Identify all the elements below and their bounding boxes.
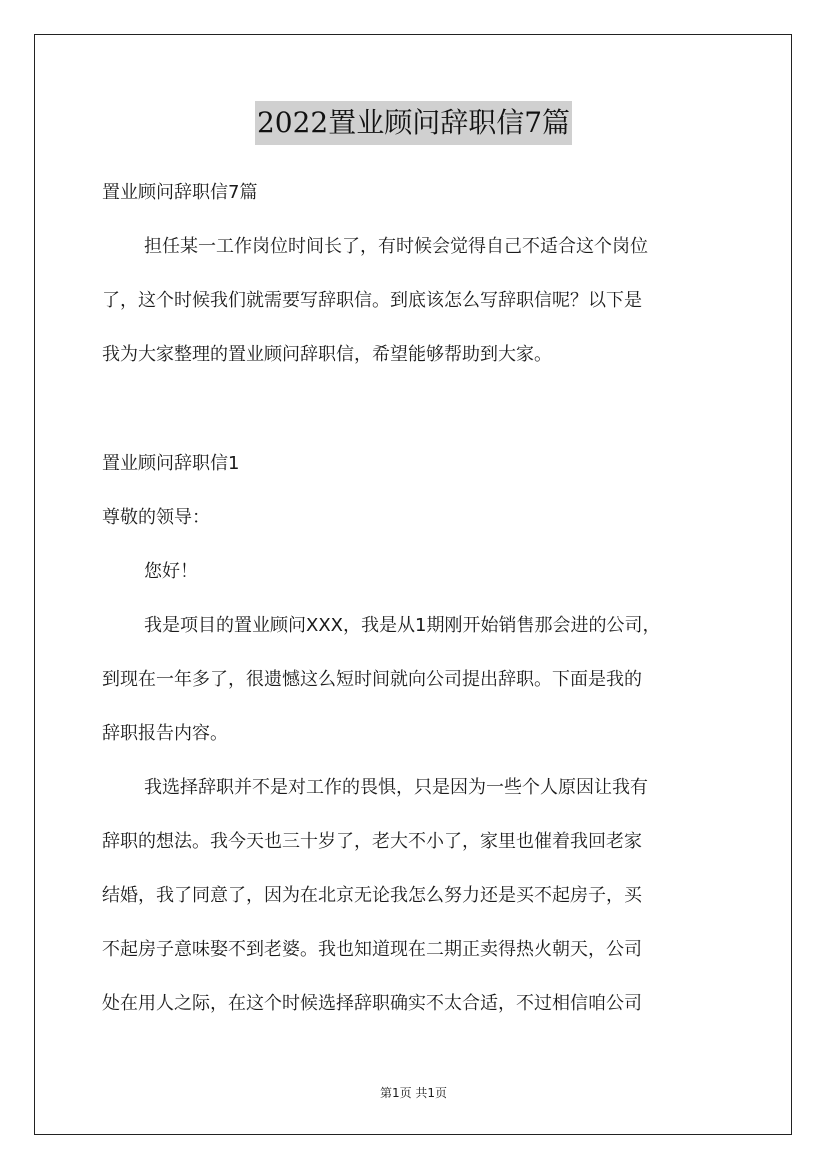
- page-footer: 第1页 共1页: [379, 1086, 448, 1100]
- paragraph-line: 结婚，我了同意了，因为在北京无论我怎么努力还是买不起房子，买: [102, 885, 642, 906]
- salutation: 尊敬的领导：: [102, 507, 210, 528]
- paragraph-line: 辞职报告内容。: [102, 723, 228, 744]
- letter-heading: 置业顾问辞职信1: [102, 453, 240, 474]
- intro-line: 担任某一工作岗位时间长了，有时候会觉得自己不适合这个岗位: [144, 236, 648, 257]
- paragraph-line: 处在用人之际，在这个时候选择辞职确实不太合适，不过相信咱公司: [102, 993, 642, 1014]
- title-container: [0, 101, 827, 145]
- paragraph-line: 我选择辞职并不是对工作的畏惧，只是因为一些个人原因让我有: [144, 777, 648, 798]
- paragraph-line: 辞职的想法。我今天也三十岁了，老大不小了，家里也催着我回老家: [102, 831, 642, 852]
- paragraph-line: 不起房子意味娶不到老婆。我也知道现在二期正卖得热火朝天，公司: [102, 939, 642, 960]
- greeting: 您好！: [144, 561, 198, 582]
- paragraph-line: 我是项目的置业顾问XXX，我是从1期刚开始销售那会进的公司，: [144, 615, 661, 636]
- intro-line: 了，这个时候我们就需要写辞职信。到底该怎么写辞职信呢？以下是: [102, 290, 642, 311]
- intro-line: 我为大家整理的置业顾问辞职信，希望能够帮助到大家。: [102, 344, 552, 365]
- paragraph-line: 到现在一年多了，很遗憾这么短时间就向公司提出辞职。下面是我的: [102, 669, 642, 690]
- subtitle: 置业顾问辞职信7篇: [102, 182, 258, 203]
- document-title: 2022置业顾问辞职信7篇: [255, 101, 572, 145]
